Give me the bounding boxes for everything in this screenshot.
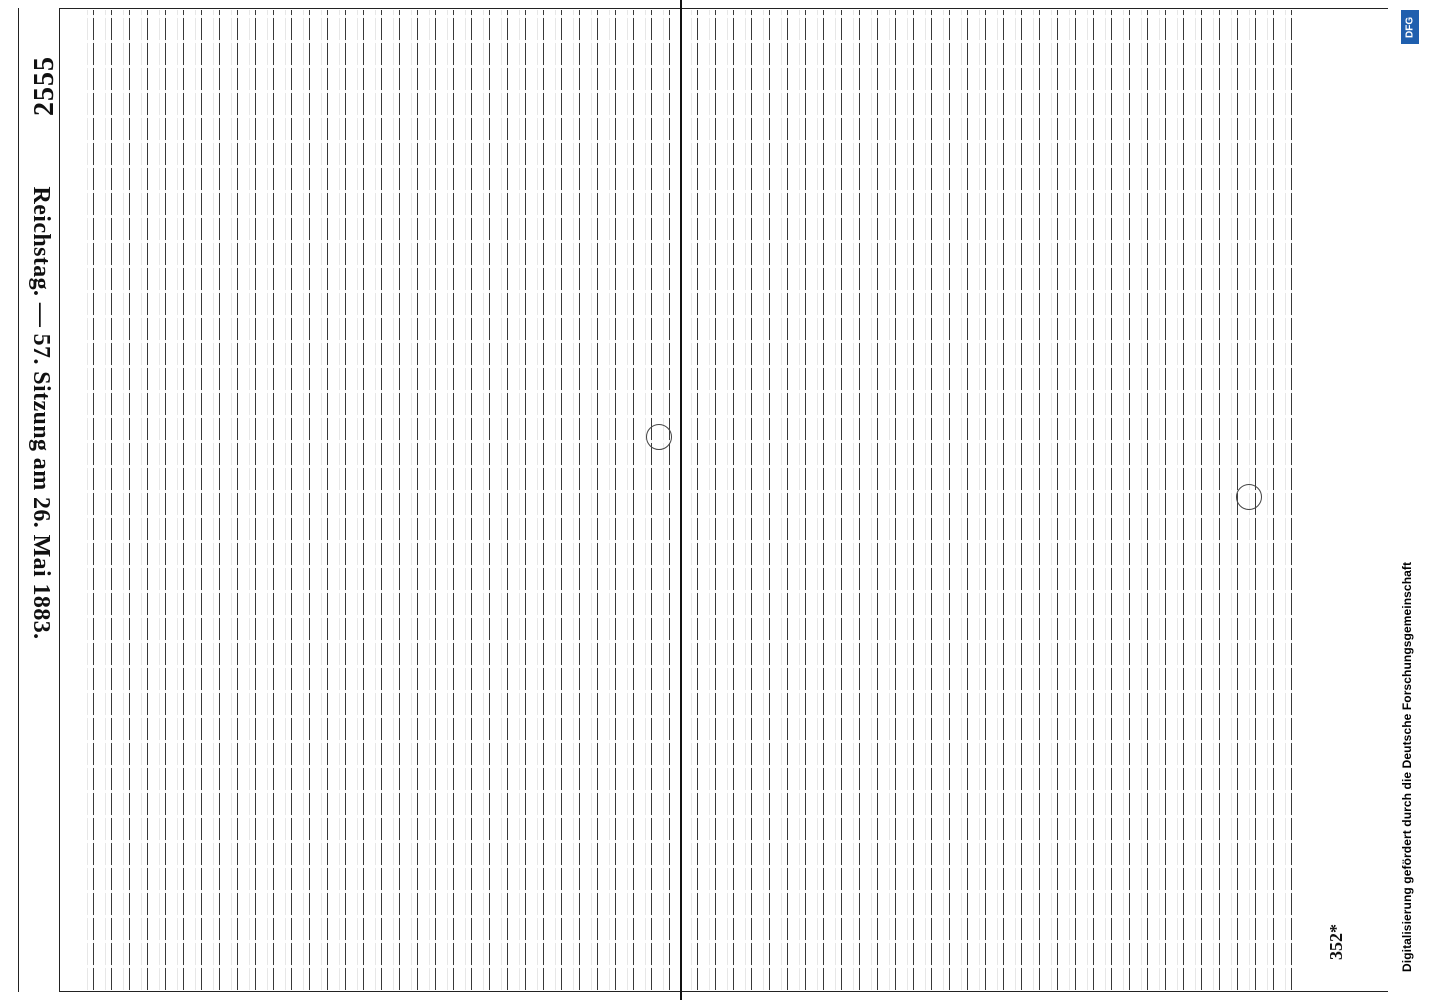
dfg-logo: DFG <box>1401 10 1419 44</box>
top-border-line <box>18 8 1388 9</box>
rotated-header-strip <box>18 8 60 992</box>
running-header: Reichstag. — 57. Sitzung am 26. Mai 1883. <box>28 186 54 640</box>
decorative-mark <box>646 424 672 450</box>
column-divider <box>680 0 682 1000</box>
digitization-notice <box>1394 6 1426 994</box>
decorative-mark <box>1236 484 1262 510</box>
page-number: 2555 <box>29 56 60 116</box>
digitization-notice-text: Digitalisierung gefördert durch die Deutsche Forschungsgemeinschaft <box>1400 561 1414 972</box>
right-text-column <box>688 10 1300 990</box>
bottom-border-line <box>18 991 1388 992</box>
left-text-column <box>84 10 678 990</box>
footer-mark: 352* <box>1326 924 1346 960</box>
